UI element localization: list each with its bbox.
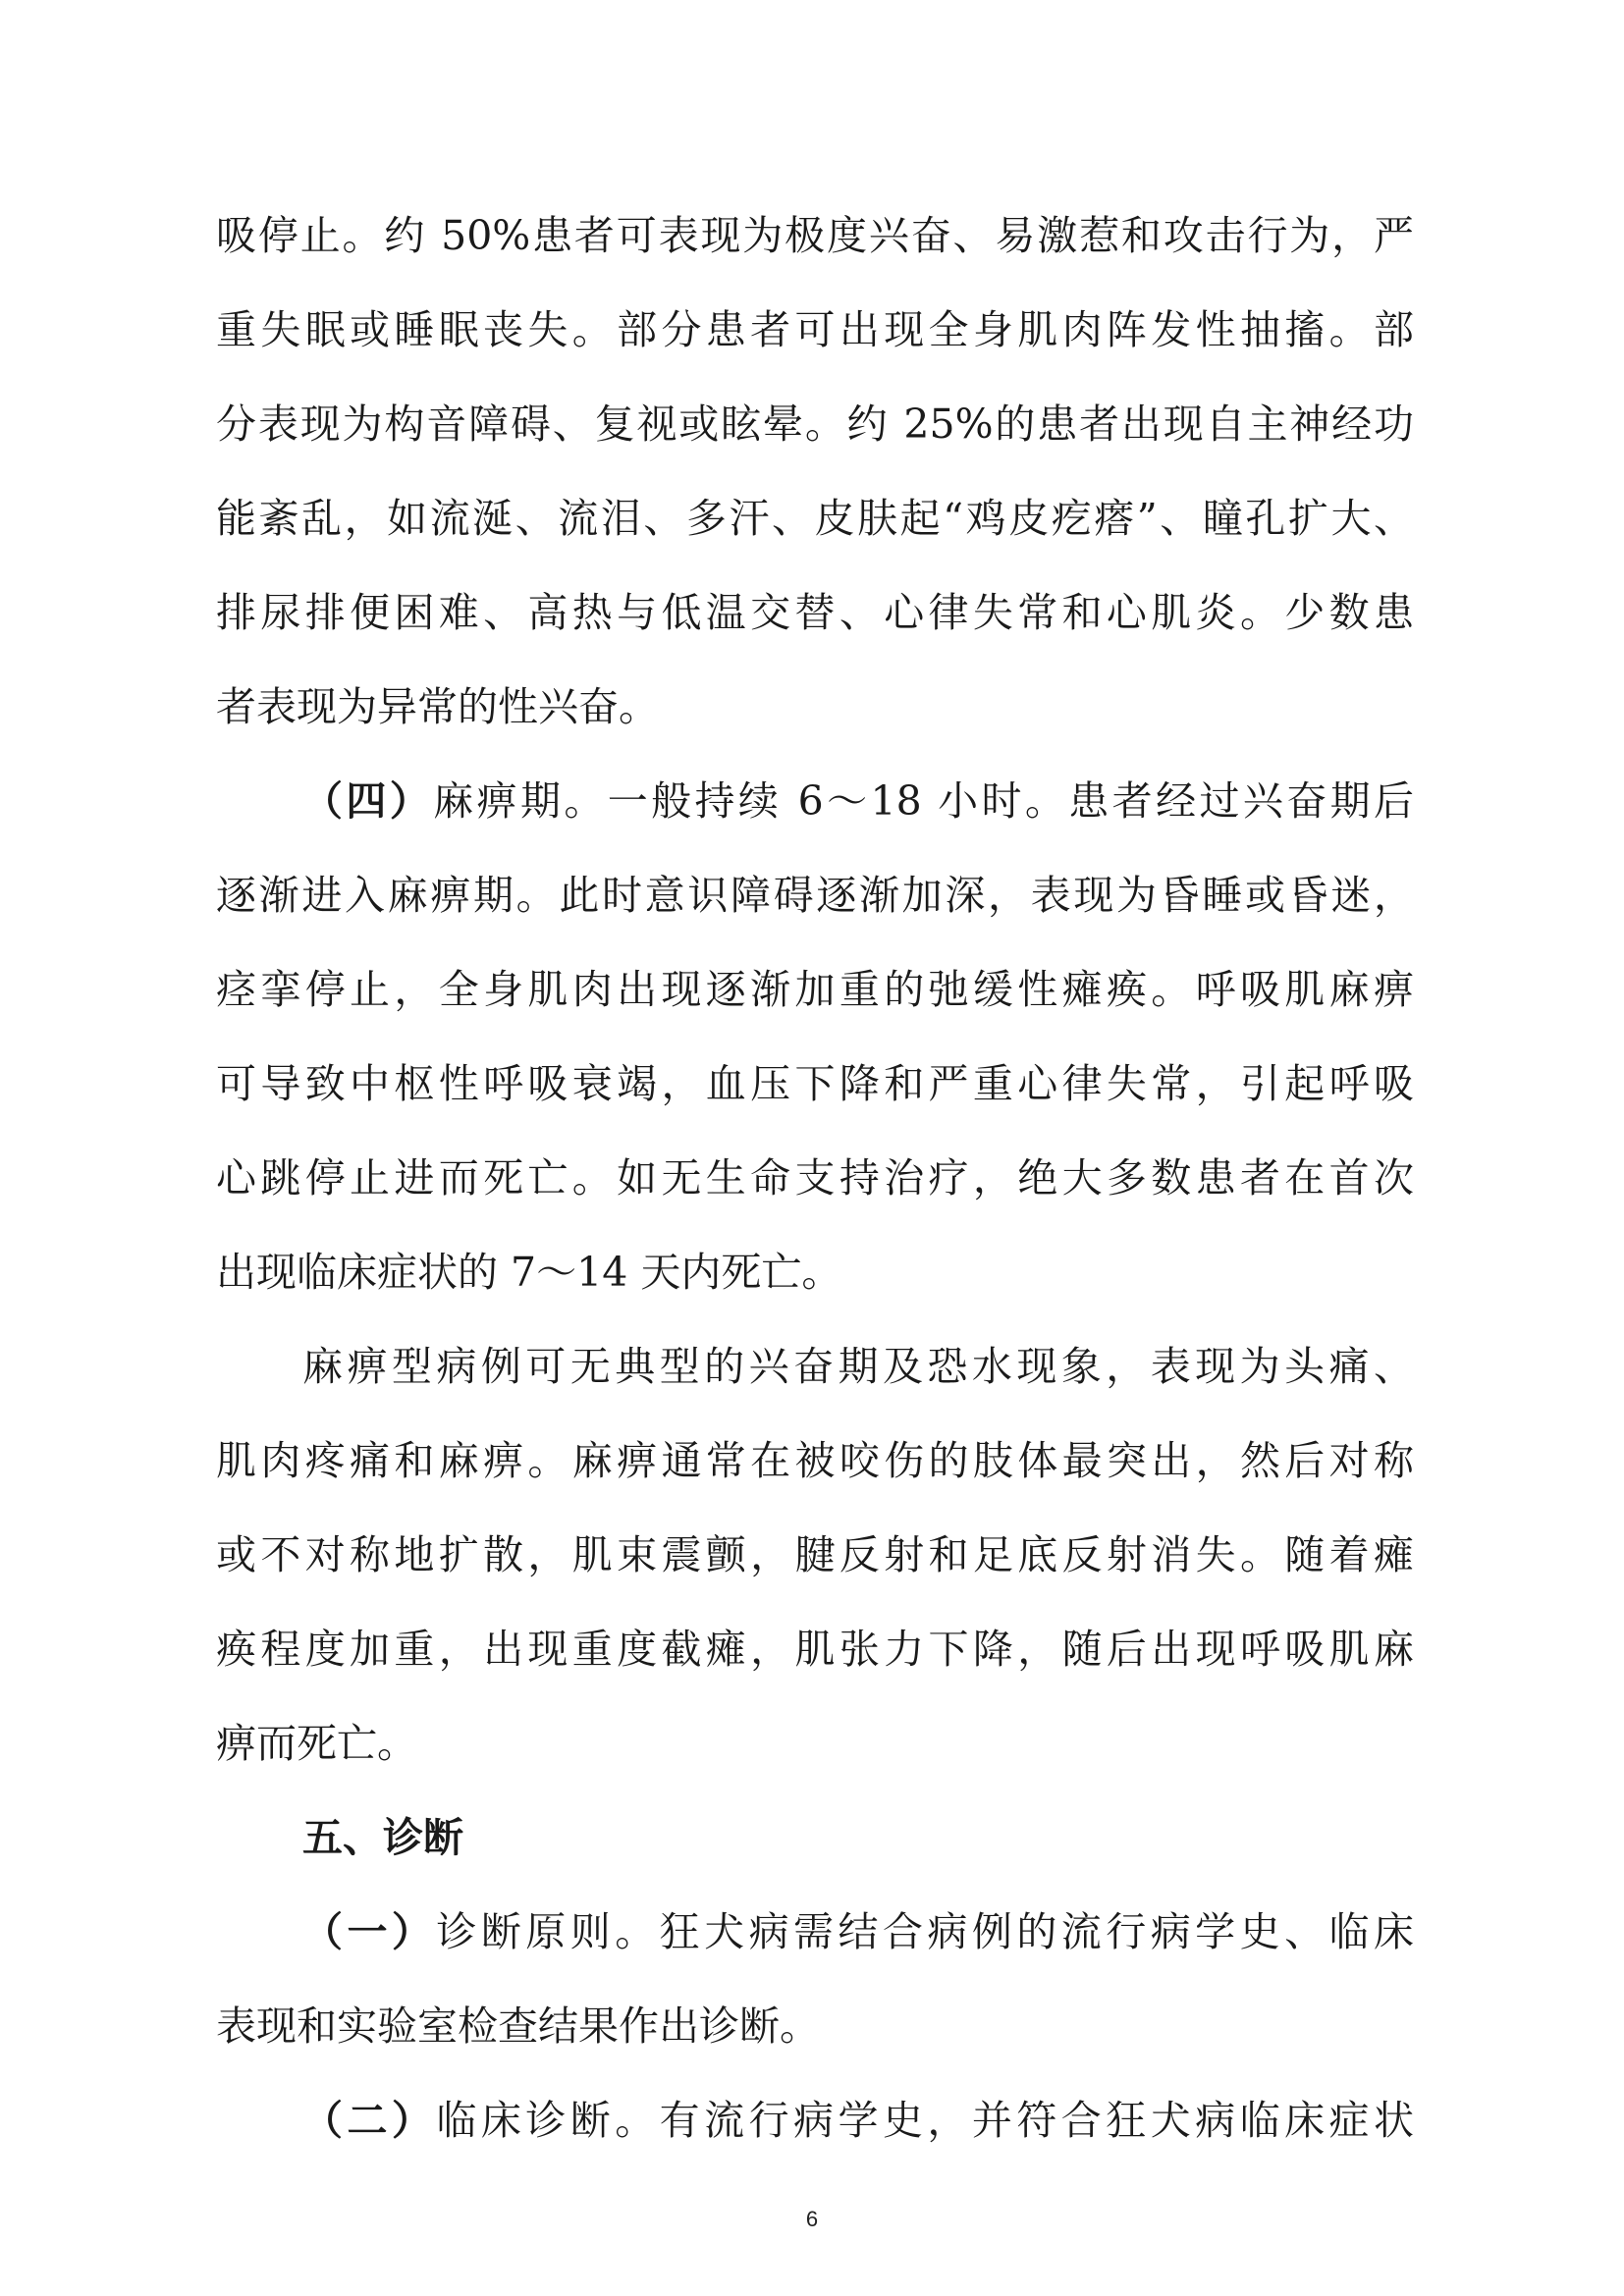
paragraph-2-line-5: 心跳停止进而死亡。如无生命支持治疗，绝大多数患者在首次 [216,1154,1414,1201]
paragraph-2-line-4: 可导致中枢性呼吸衰竭，血压下降和严重心律失常，引起呼吸 [216,1060,1414,1107]
paragraph-6-line-1 [302,2073,1414,2167]
paragraph-1-line-6: 者表现为异常的性兴奋。 [216,683,659,730]
page-number: 6 [805,2207,819,2231]
paragraph-1-line-5: 排尿排便困难、高热与低温交替、心律失常和心肌炎。少数患 [216,589,1414,636]
paragraph-6-line-1-text: 临床诊断。有流行病学史，并符合狂犬病临床症状 [436,2097,1414,2144]
paragraph-3-line-5: 痹而死亡。 [216,1720,417,1767]
paragraph-2-line-3: 痉挛停止，全身肌肉出现逐渐加重的弛缓性瘫痪。呼吸肌麻痹 [216,966,1414,1013]
paragraph-3-line-1: 麻痹型病例可无典型的兴奋期及恐水现象，表现为头痛、 [302,1343,1414,1390]
paragraph-5-line-1 [302,1885,1414,1979]
paragraph-5-line-2: 表现和实验室检查结果作出诊断。 [216,2002,820,2050]
paragraph-2-line-2: 逐渐进入麻痹期。此时意识障碍逐渐加深，表现为昏睡或昏迷， [216,872,1414,919]
section-marker-2: （二） [302,2097,437,2144]
section-marker-4: （四） [302,777,434,825]
paragraph-1-line-1: 吸停止。约 50%患者可表现为极度兴奋、易激惹和攻击行为，严 [216,212,1414,259]
section-marker-1: （一） [302,1908,437,1955]
paragraph-3-line-3: 或不对称地扩散，肌束震颤，腱反射和足底反射消失。随着瘫 [216,1531,1414,1578]
section-heading-diagnosis: 五、诊断 [302,1814,463,1861]
paragraph-2-line-6: 出现临床症状的 7～14 天内死亡。 [216,1249,842,1296]
paragraph-2-line-1-text: 麻痹期。一般持续 6～18 小时。患者经过兴奋期后 [433,777,1415,825]
paragraph-1-line-2: 重失眠或睡眠丧失。部分患者可出现全身肌肉阵发性抽搐。部 [216,306,1414,353]
paragraph-1-line-3: 分表现为构音障碍、复视或眩晕。约 25%的患者出现自主神经功 [216,400,1414,448]
paragraph-3-line-2: 肌肉疼痛和麻痹。麻痹通常在被咬伤的肢体最突出，然后对称 [216,1437,1414,1484]
paragraph-5-line-1-text: 诊断原则。狂犬病需结合病例的流行病学史、临床 [436,1908,1414,1955]
paragraph-2-line-1 [302,754,1414,848]
paragraph-3-line-4: 痪程度加重，出现重度截瘫，肌张力下降，随后出现呼吸肌麻 [216,1626,1414,1673]
paragraph-1-line-4: 能紊乱，如流涎、流泪、多汗、皮肤起“鸡皮疙瘩”、瞳孔扩大、 [216,495,1414,542]
